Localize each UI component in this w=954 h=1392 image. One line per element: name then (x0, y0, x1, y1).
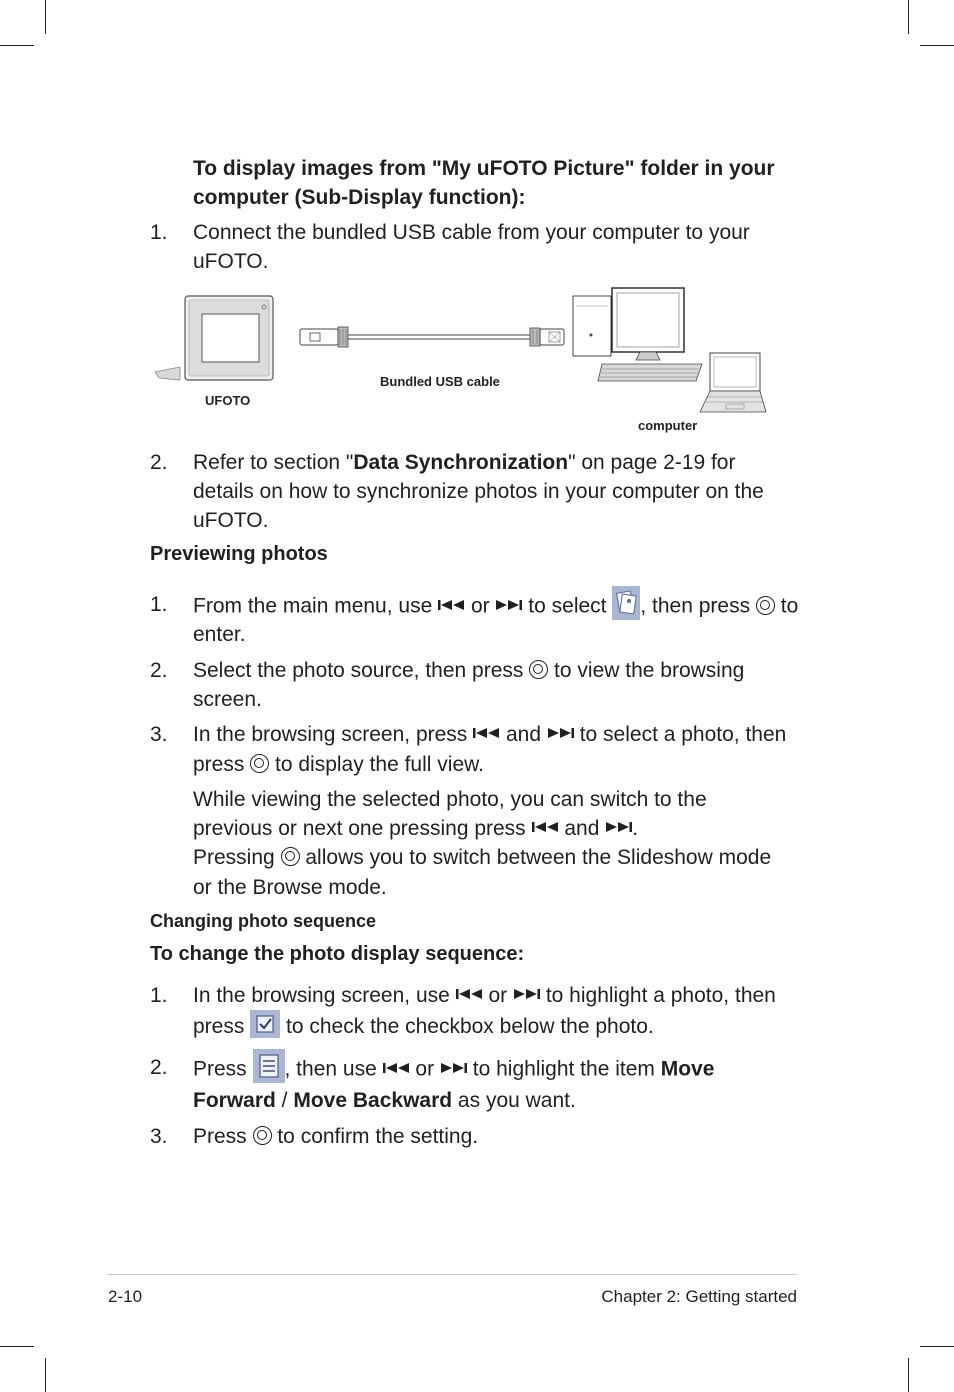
step-text: enter. (193, 623, 246, 646)
step-text: Forward / Move Backward as you want. (193, 1089, 576, 1112)
subsection-title: Changing photo sequence (150, 911, 377, 931)
checkbox-icon (250, 1010, 280, 1038)
fast-forward-icon (513, 988, 540, 1000)
rewind-icon (456, 988, 483, 1000)
diagram-label-cable: Bundled USB cable (380, 374, 500, 389)
crop-mark (920, 1346, 954, 1347)
step-text: press to display the full view. (193, 753, 484, 776)
note-text: or the Browse mode. (193, 876, 387, 899)
step-number: 2. (150, 451, 168, 474)
rewind-icon (473, 727, 500, 739)
step-text: press to check the checkbox below the photo. (193, 1012, 654, 1041)
step-number: 1. (150, 221, 168, 244)
section-heading: computer (Sub-Display function): (193, 186, 526, 209)
play-pause-icon (281, 847, 300, 866)
step-text: screen. (193, 688, 262, 711)
crop-mark (920, 45, 954, 46)
section-title: To change the photo display sequence: (150, 943, 525, 965)
step-number: 2. (150, 1056, 168, 1079)
step-number: 3. (150, 723, 168, 746)
play-pause-icon (250, 754, 269, 773)
step-text: uFOTO. (193, 509, 269, 532)
crop-mark (45, 0, 46, 34)
step-text: Select the photo source, then press to view the browsing (193, 659, 745, 682)
menu-icon (253, 1049, 285, 1083)
play-pause-icon (253, 1126, 272, 1145)
step-text: In the browsing screen, use or to highlight a photo, then (193, 984, 776, 1007)
page-number: 2-10 (108, 1287, 143, 1306)
step-text: From the main menu, use or to select , then press to (193, 590, 798, 624)
play-pause-icon (529, 660, 548, 679)
step-text: Press , then use or to highlight the item Move (193, 1053, 714, 1087)
crop-mark (0, 1346, 34, 1347)
step-text: Press to confirm the setting. (193, 1125, 479, 1148)
step-text: uFOTO. (193, 250, 269, 273)
ufoto-frame-image (155, 296, 273, 380)
rewind-icon (532, 821, 559, 833)
section-title: Previewing photos (150, 543, 328, 565)
rewind-icon (438, 599, 465, 611)
step-number: 3. (150, 1125, 168, 1148)
step-number: 2. (150, 659, 168, 682)
note-text: Pressing allows you to switch between the Slideshow mode (193, 846, 772, 869)
section-reference: Data Synchronization (353, 451, 569, 474)
note-text: previous or next one pressing press and . (193, 817, 639, 840)
section-heading: To display images from "My uFOTO Picture" folder in your (193, 157, 775, 180)
step-number: 1. (150, 593, 168, 616)
crop-mark (0, 45, 34, 46)
chapter-title: Chapter 2: Getting started (601, 1287, 797, 1306)
step-text: In the browsing screen, press and to select a photo, then (193, 723, 787, 746)
note-text: While viewing the selected photo, you can switch to the (193, 788, 707, 811)
desktop-computer-image (573, 288, 702, 381)
step-text: Connect the bundled USB cable from your computer to your (193, 221, 750, 244)
footer-rule (108, 1274, 797, 1275)
fast-forward-icon (495, 599, 522, 611)
usb-cable-image (300, 327, 564, 347)
crop-mark (908, 1358, 909, 1392)
diagram-label-computer: computer (638, 418, 698, 433)
step-text: Refer to section "Data Synchronization" on page 2-19 for (193, 451, 736, 474)
step-number: 1. (150, 984, 168, 1007)
fast-forward-icon (605, 821, 632, 833)
crop-mark (908, 0, 909, 34)
diagram-label-ufoto: UFOTO (205, 393, 251, 408)
rewind-icon (383, 1062, 410, 1074)
play-pause-icon (756, 596, 775, 615)
crop-mark (45, 1358, 46, 1392)
step-text: details on how to synchronize photos in your computer on the (193, 480, 764, 503)
laptop-image (700, 353, 766, 412)
photo-menu-icon (612, 586, 640, 620)
fast-forward-icon (440, 1062, 467, 1074)
fast-forward-icon (547, 727, 574, 739)
